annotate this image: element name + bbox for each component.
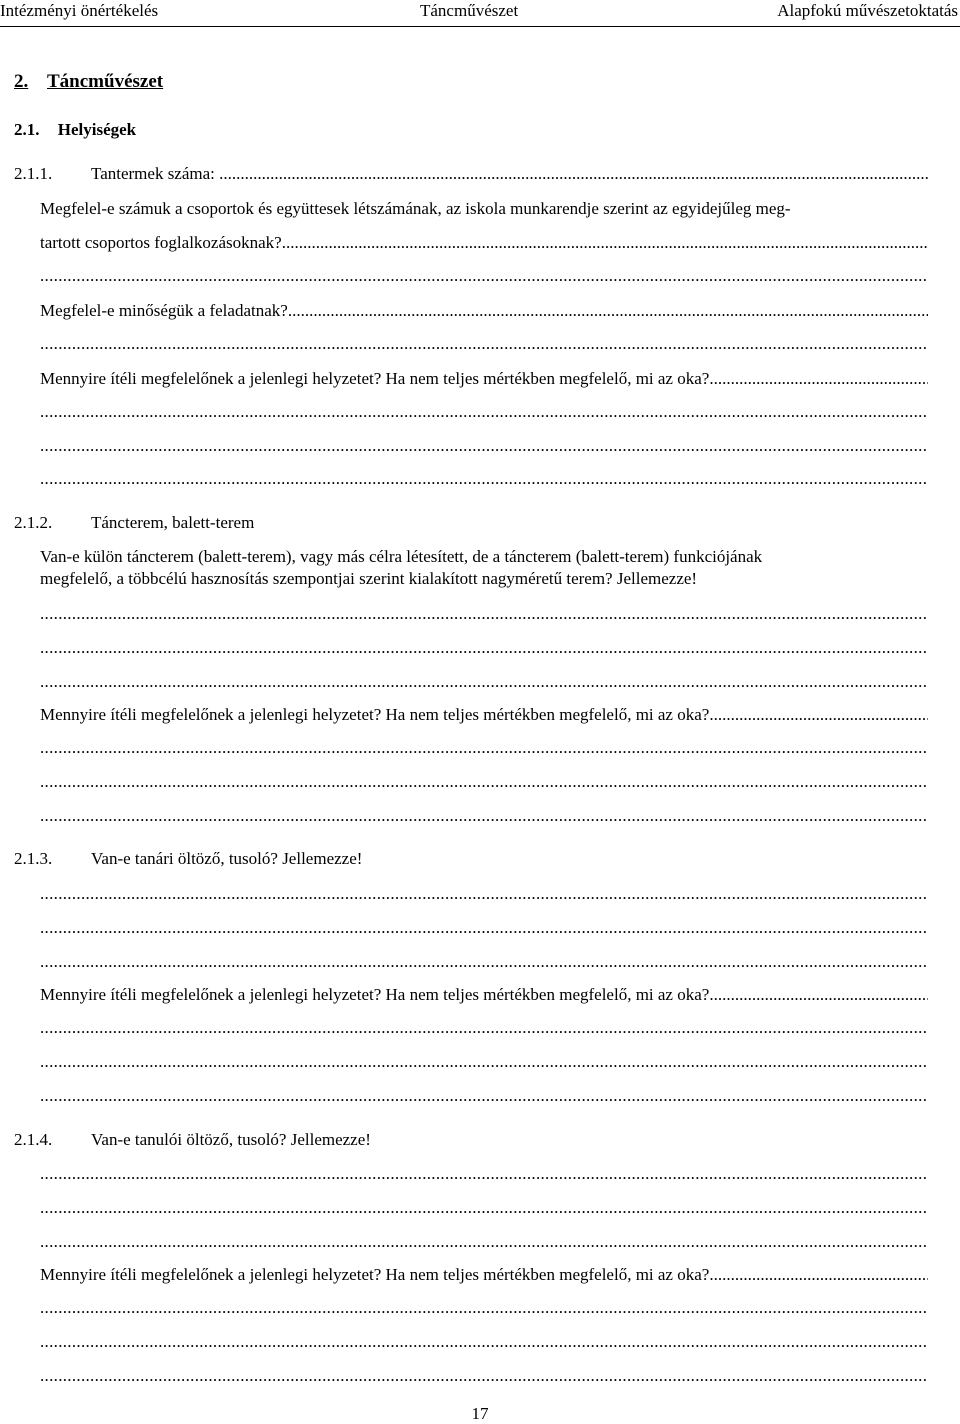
- answer-line[interactable]: [40, 638, 928, 658]
- answer-line[interactable]: [40, 1052, 928, 1072]
- chapter-heading: [14, 72, 163, 92]
- answer-line[interactable]: [40, 1232, 928, 1252]
- tantermek-label: Tantermek száma:: [91, 164, 220, 183]
- chapter-title: Táncművészet: [47, 71, 164, 92]
- question-text: Megfelel-e számuk a csoportok és együttesek létszámának, az iskola munkarendje szerint az egyidejűleg meg-: [40, 199, 791, 218]
- header-center: Táncművészet: [420, 1, 519, 20]
- question-row: [40, 985, 928, 1005]
- answer-line[interactable]: [40, 1086, 928, 1106]
- answer-line[interactable]: [40, 772, 928, 792]
- question-text: Mennyire ítéli megfelelőnek a jelenlegi helyzetet? Ha nem teljes mértékben megfelelő, mi az oka?: [40, 369, 710, 388]
- question-text: Mennyire ítéli megfelelőnek a jelenlegi helyzetet? Ha nem teljes mértékben megfelelő, mi az oka?: [40, 985, 710, 1004]
- subsection-title-213: Van-e tanári öltöző, tusoló? Jellemezze!: [91, 849, 363, 868]
- page-number: 17: [471, 1404, 489, 1423]
- question-text: Van-e külön táncterem (balett-terem), vagy más célra létesített, de a táncterem (balett-terem) funkciójának: [40, 547, 763, 566]
- subsection-number-211: 2.1.1.: [14, 164, 53, 183]
- header-right: Alapfokú művészetoktatás: [777, 1, 958, 20]
- answer-line[interactable]: [40, 952, 928, 972]
- subsection-title-212: Táncterem, balett-terem: [91, 513, 255, 532]
- question-text: tartott csoportos foglalkozásoknak?: [40, 233, 282, 252]
- question-row: [40, 1265, 928, 1285]
- answer-line[interactable]: [40, 334, 928, 354]
- section-title: Helyiségek: [57, 120, 137, 139]
- question-text: Megfelel-e minőségük a feladatnak?: [40, 301, 288, 320]
- answer-line[interactable]: [40, 1298, 928, 1318]
- question-row: [40, 233, 928, 253]
- answer-line[interactable]: [40, 1018, 928, 1038]
- answer-line[interactable]: [40, 884, 928, 904]
- answer-dots: [288, 301, 928, 320]
- answer-line[interactable]: [40, 738, 928, 758]
- answer-line[interactable]: [40, 266, 928, 286]
- answer-line[interactable]: [40, 672, 928, 692]
- answer-dots: [709, 369, 928, 388]
- answer-dots: [709, 1265, 928, 1284]
- tantermek-row: [91, 164, 928, 184]
- answer-dots: [282, 233, 928, 252]
- answer-line[interactable]: [40, 1366, 928, 1386]
- answer-line[interactable]: [40, 469, 928, 489]
- section-number: 2.1.: [14, 120, 40, 139]
- question-row: [40, 301, 928, 321]
- answer-line[interactable]: [40, 436, 928, 456]
- header-rule: [0, 26, 960, 27]
- subsection-number-213: 2.1.3.: [14, 849, 53, 868]
- answer-line[interactable]: [40, 918, 928, 938]
- question-row: [40, 369, 928, 389]
- answer-dots: [709, 985, 928, 1004]
- answer-line[interactable]: [40, 806, 928, 826]
- answer-line[interactable]: [40, 402, 928, 422]
- subsection-number-212: 2.1.2.: [14, 513, 53, 532]
- answer-dots: [709, 705, 928, 724]
- question-row: [40, 705, 928, 725]
- header-left: Intézményi önértékelés: [0, 1, 159, 20]
- question-text: Mennyire ítéli megfelelőnek a jelenlegi helyzetet? Ha nem teljes mértékben megfelelő, mi az oka?: [40, 705, 710, 724]
- answer-line[interactable]: [40, 604, 928, 624]
- section-heading: [14, 120, 136, 140]
- answer-line[interactable]: [40, 1164, 928, 1184]
- subsection-number-214: 2.1.4.: [14, 1130, 53, 1149]
- question-text: Mennyire ítéli megfelelőnek a jelenlegi helyzetet? Ha nem teljes mértékben megfelelő, mi az oka?: [40, 1265, 710, 1284]
- question-text: megfelelő, a többcélú hasznosítás szempontjai szerint kialakított nagyméretű terem? Jellemezze!: [40, 569, 698, 588]
- chapter-number: 2.: [14, 71, 29, 92]
- answer-line[interactable]: [40, 1198, 928, 1218]
- answer-line[interactable]: [40, 1332, 928, 1352]
- answer-dots: [219, 164, 928, 183]
- subsection-title-214: Van-e tanulói öltöző, tusoló? Jellemezze!: [91, 1130, 371, 1149]
